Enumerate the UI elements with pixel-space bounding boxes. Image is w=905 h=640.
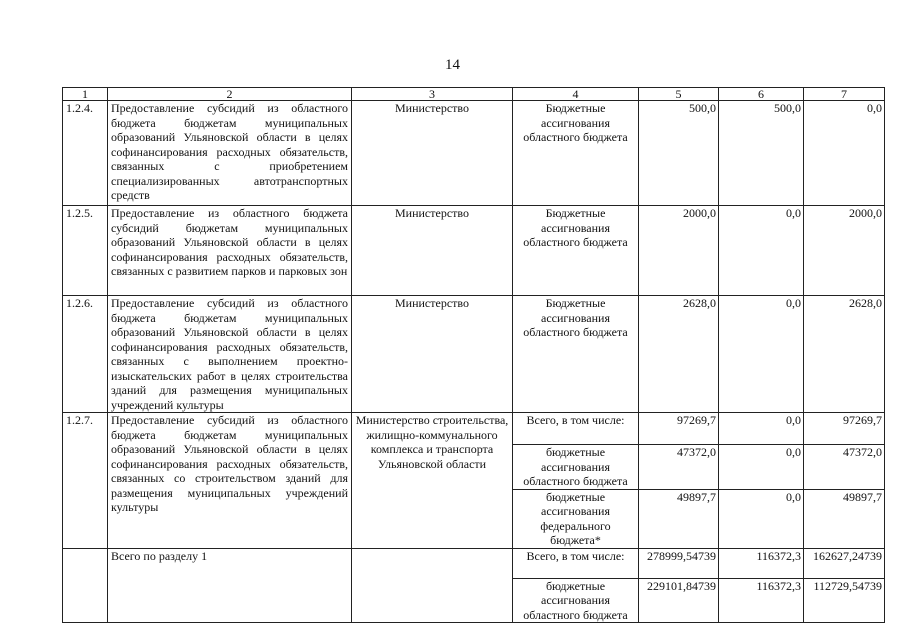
total-value-col7: 112729,54739 <box>804 578 885 623</box>
total-value-col5: 229101,84739 <box>639 578 719 623</box>
header-col-7: 7 <box>804 88 885 101</box>
row-description: Предоставление субсидий из областного бюджета бюджетам муниципальных образований Ульяновской области в целях софинансирования расходных обязательств, связанных с приобретением специализированных автотранспортных средств <box>108 101 352 206</box>
header-row <box>63 88 885 101</box>
row-value-col6: 0,0 <box>719 206 804 296</box>
row-value-col6: 0,0 <box>719 413 804 445</box>
total-value-col6: 116372,3 <box>719 578 804 623</box>
row-executor: Министерство <box>352 101 513 206</box>
total-value-col5: 278999,54739 <box>639 548 719 578</box>
row-value-col7: 97269,7 <box>804 413 885 445</box>
header-col-4: 4 <box>513 88 639 101</box>
table-row <box>63 413 885 445</box>
row-description: Предоставление из областного бюджета субсидий бюджетам муниципальных образований Ульяновской области в целях софинансирования расходных обязательств, связанных с развитием парков и парковых зон <box>108 206 352 296</box>
row-value-col7: 2000,0 <box>804 206 885 296</box>
row-number: 1.2.4. <box>63 101 108 206</box>
header-col-1: 1 <box>63 88 108 101</box>
header-col-3: 3 <box>352 88 513 101</box>
table-row <box>63 296 885 413</box>
total-executor-empty <box>352 548 513 623</box>
row-value-col6: 0,0 <box>719 296 804 413</box>
row-value-col7: 49897,7 <box>804 489 885 548</box>
row-value-col7: 0,0 <box>804 101 885 206</box>
total-empty-cell <box>63 548 108 623</box>
row-funding-source: бюджетные ассигнования федерального бюджета* <box>513 489 639 548</box>
row-number: 1.2.7. <box>63 413 108 549</box>
row-value-col6: 500,0 <box>719 101 804 206</box>
table-row <box>63 101 885 206</box>
row-value-col7: 47372,0 <box>804 445 885 490</box>
row-value-col5: 2628,0 <box>639 296 719 413</box>
row-value-col5: 500,0 <box>639 101 719 206</box>
row-number: 1.2.6. <box>63 296 108 413</box>
row-funding-source: Бюджетные ассигнования областного бюджета <box>513 296 639 413</box>
budget-table <box>62 87 885 623</box>
page-number: 14 <box>445 57 460 73</box>
row-funding-source: Бюджетные ассигнования областного бюджета <box>513 206 639 296</box>
row-funding-source: Бюджетные ассигнования областного бюджета <box>513 101 639 206</box>
total-value-col6: 116372,3 <box>719 548 804 578</box>
total-value-col7: 162627,24739 <box>804 548 885 578</box>
table-row <box>63 206 885 296</box>
total-label: Всего по разделу 1 <box>108 548 352 623</box>
row-funding-source: Всего, в том числе: <box>513 413 639 445</box>
row-executor: Министерство <box>352 296 513 413</box>
row-value-col7: 2628,0 <box>804 296 885 413</box>
row-value-col5: 47372,0 <box>639 445 719 490</box>
row-number: 1.2.5. <box>63 206 108 296</box>
row-description: Предоставление субсидий из областного бюджета бюджетам муниципальных образований Ульяновской области в целях софинансирования расходных обязательств, связанных с выполнением проектно-изыскательских работ в целях строительства зданий для размещения муниципальных учреждений культуры <box>108 296 352 413</box>
header-col-6: 6 <box>719 88 804 101</box>
header-col-5: 5 <box>639 88 719 101</box>
total-funding-source: бюджетные ассигнования областного бюджета <box>513 578 639 623</box>
row-value-col5: 2000,0 <box>639 206 719 296</box>
row-value-col6: 0,0 <box>719 445 804 490</box>
row-funding-source: бюджетные ассигнования областного бюджета <box>513 445 639 490</box>
row-executor: Министерство строительства, жилищно-коммунального комплекса и транспорта Ульяновской области <box>352 413 513 549</box>
total-row <box>63 548 885 578</box>
row-description: Предоставление субсидий из областного бюджета бюджетам муниципальных образований Ульяновской области в целях софинансирования расходных обязательств, связанных со строительством зданий для размещения муниципальных учреждений культуры <box>108 413 352 549</box>
total-funding-source: Всего, в том числе: <box>513 548 639 578</box>
row-executor: Министерство <box>352 206 513 296</box>
row-value-col5: 49897,7 <box>639 489 719 548</box>
header-col-2: 2 <box>108 88 352 101</box>
row-value-col6: 0,0 <box>719 489 804 548</box>
row-value-col5: 97269,7 <box>639 413 719 445</box>
